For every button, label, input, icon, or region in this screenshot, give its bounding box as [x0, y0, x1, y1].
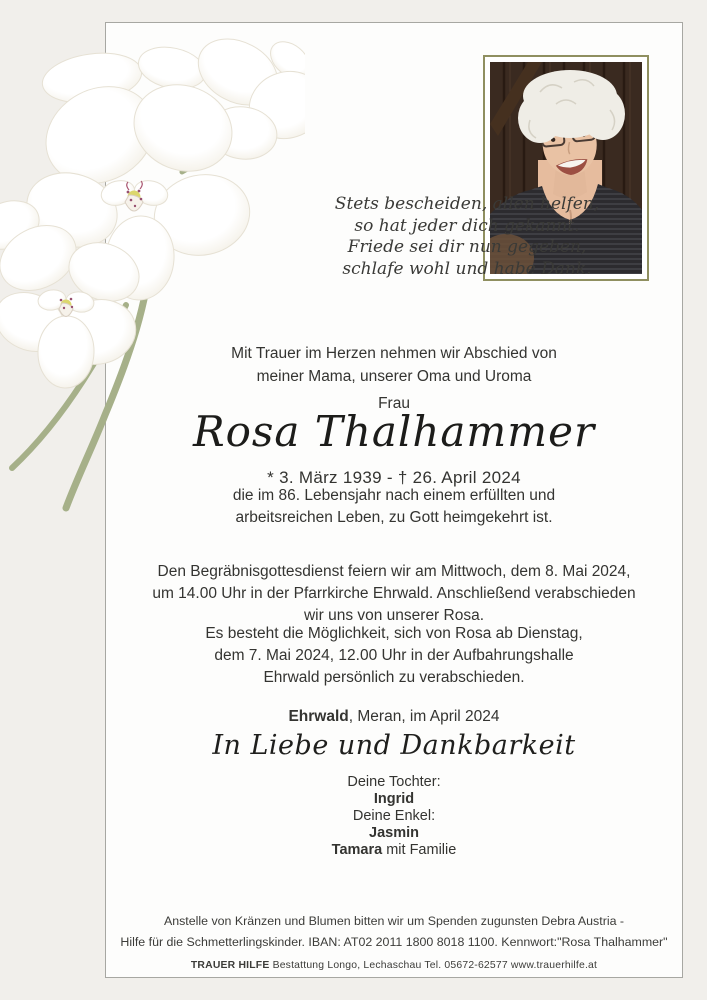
family-list [105, 774, 683, 859]
donation-line: Anstelle von Kränzen und Blumen bitten wir um Spenden zugunsten Debra Austria - [163, 914, 625, 928]
poem-line: schlafe wohl und habe Dank. [342, 258, 592, 279]
family-line: Deine Tochter: [347, 774, 441, 790]
funeral-home-details: Bestattung Longo, Lechaschau Tel. 05672-62577 www.trauerhilfe.at [269, 960, 598, 971]
life-line: arbeitsreichen Leben, zu Gott heimgekehrt ist. [235, 509, 553, 526]
announcement-line: Mit Trauer im Herzen nehmen wir Abschied von [231, 345, 557, 362]
family-line: Ingrid [373, 791, 415, 807]
announcement-text [105, 342, 683, 388]
orchid-side-petal [0, 192, 46, 257]
salutation: Frau [378, 395, 410, 412]
funeral-home-name: TRAUER HILFE [190, 960, 270, 971]
funeral-home-footer [105, 960, 683, 971]
place-and-date [105, 708, 683, 726]
announcement-line: meiner Mama, unserer Oma und Uroma [256, 368, 532, 385]
donation-line: Hilfe für die Schmetterlingskinder. IBAN: AT02 2011 1800 8018 1100. Kennwort:"Rosa Thalhammer" [120, 934, 668, 949]
closing-phrase: In Liebe und Dankbarkeit [212, 730, 576, 761]
place-bold: Ehrwald [288, 708, 349, 725]
farewell-opportunity-info [105, 623, 683, 689]
place-rest: , Meran, im April 2024 [348, 708, 500, 725]
service-line: wir uns von unserer Rosa. [303, 607, 485, 624]
donation-request [105, 911, 683, 952]
service-line: um 14.00 Uhr in der Pfarrkirche Ehrwald. Anschließend verabschieden [152, 585, 636, 602]
service-line: Den Begräbnisgottesdienst feiern wir am Mittwoch, dem 8. Mai 2024, [157, 563, 631, 580]
farewell-line: Es besteht die Möglichkeit, sich von Rosa ab Dienstag, [205, 625, 583, 642]
family-line: Jasmin [369, 825, 419, 841]
life-line: die im 86. Lebensjahr nach einem erfüllten und [232, 487, 556, 504]
memorial-poem [178, 194, 707, 280]
birth-death-dates: * 3. März 1939 - † 26. April 2024 [267, 468, 521, 487]
poem-line: so hat jeder dich gekannt. [354, 215, 580, 236]
poem-line: Stets bescheiden, allen helfen, [334, 194, 600, 214]
funeral-service-info [105, 561, 683, 627]
deceased-name: Rosa Thalhammer [192, 407, 596, 456]
farewell-line: dem 7. Mai 2024, 12.00 Uhr in der Aufbahrungshalle [214, 647, 574, 664]
poem-line: Friede sei dir nun gegeben, [347, 237, 587, 257]
family-line: Deine Enkel: [352, 808, 436, 824]
life-summary [105, 485, 683, 529]
card-content [105, 22, 683, 978]
farewell-line: Ehrwald persönlich zu verabschieden. [263, 669, 525, 686]
family-line: Tamara mit Familie [331, 842, 457, 858]
